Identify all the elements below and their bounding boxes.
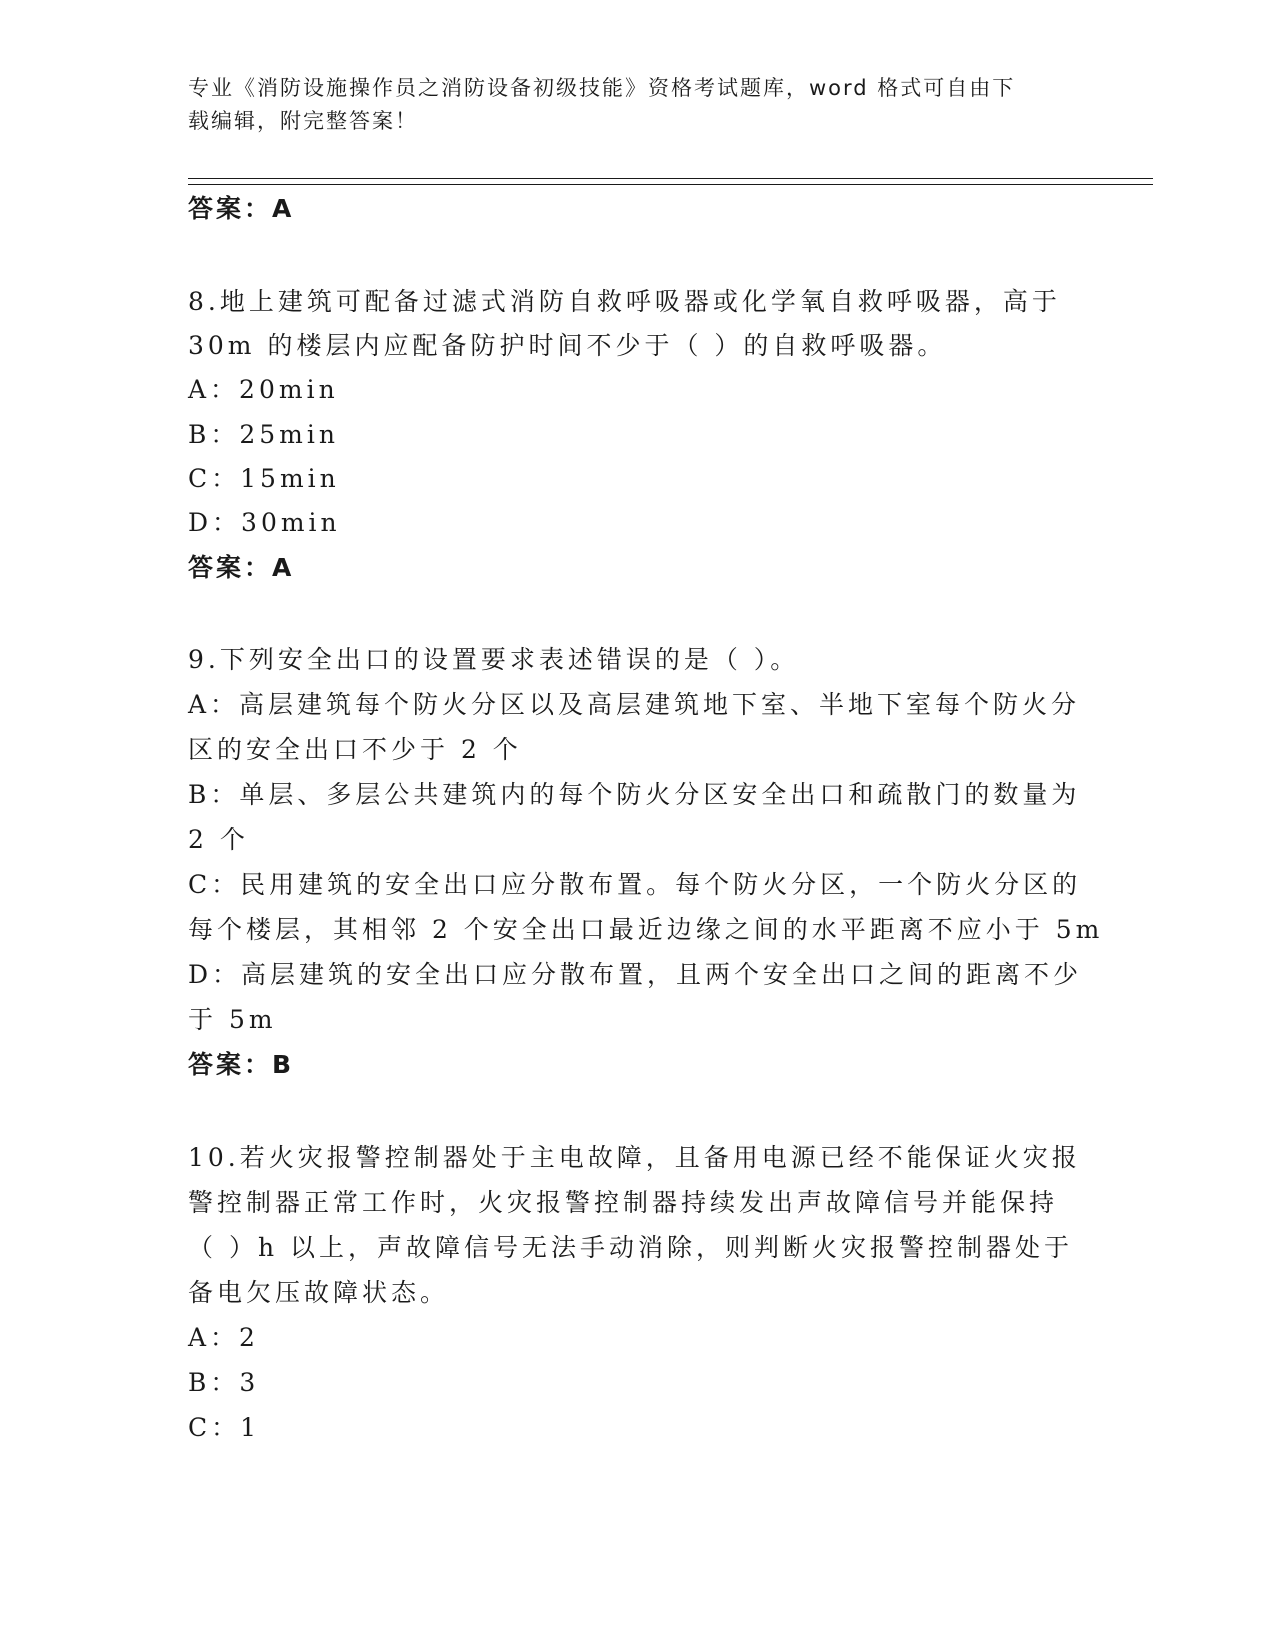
question-9-option-a-line-2: 区的安全出口不少于 2 个 <box>188 735 522 764</box>
question-9-answer: 答案：B <box>188 1050 295 1079</box>
question-9-option-b-line-1: B：单层、多层公共建筑内的每个防火分区安全出口和疏散门的数量为 <box>188 780 1081 809</box>
question-9-option-d-line-1: D：高层建筑的安全出口应分散布置，且两个安全出口之间的距离不少 <box>188 960 1083 989</box>
header-line-2: 载编辑，附完整答案！ <box>188 109 418 133</box>
question-9-option-b-line-2: 2 个 <box>188 825 249 854</box>
question-9-stem-line-1: 9.下列安全出口的设置要求表述错误的是（ ）。 <box>188 645 800 674</box>
question-9-option-c-line-2: 每个楼层，其相邻 2 个安全出口最近边缘之间的水平距离不应小于 5m <box>188 915 1104 944</box>
document-header <box>188 72 1068 138</box>
question-10-option-b: B：3 <box>188 1368 260 1397</box>
question-10-stem-line-4: 备电欠压故障状态。 <box>188 1278 450 1307</box>
question-9-option-c-line-1: C：民用建筑的安全出口应分散布置。每个防火分区，一个防火分区的 <box>188 870 1082 899</box>
header-line-1: 专业《消防设施操作员之消防设备初级技能》资格考试题库，word 格式可自由下 <box>188 76 1016 100</box>
question-8-stem-line-1: 8.地上建筑可配备过滤式消防自救呼吸器或化学氧自救呼吸器，高于 <box>188 287 1061 316</box>
header-divider-top <box>188 178 1153 179</box>
question-10-stem-line-3: （ ）h 以上，声故障信号无法手动消除，则判断火灾报警控制器处于 <box>188 1233 1073 1262</box>
question-8-option-d: D：30min <box>188 508 341 537</box>
question-10-option-c: C：1 <box>188 1413 261 1442</box>
question-9-option-a-line-1: A：高层建筑每个防火分区以及高层建筑地下室、半地下室每个防火分 <box>188 690 1081 719</box>
question-8-answer: 答案：A <box>188 553 295 582</box>
question-10-stem-line-1: 10.若火灾报警控制器处于主电故障，且备用电源已经不能保证火灾报 <box>188 1143 1081 1172</box>
question-8-option-a: A：20min <box>188 375 339 404</box>
question-10-option-a: A：2 <box>188 1323 259 1352</box>
question-8-option-b: B：25min <box>188 420 339 449</box>
question-10-stem-line-2: 警控制器正常工作时，火灾报警控制器持续发出声故障信号并能保持 <box>188 1188 1059 1217</box>
previous-answer: 答案：A <box>188 194 295 223</box>
question-9-option-d-line-2: 于 5m <box>188 1005 277 1034</box>
header-divider-bottom <box>188 184 1153 185</box>
question-8-option-c: C：15min <box>188 464 340 493</box>
question-8-stem-line-2: 30m 的楼层内应配备防护时间不少于（ ）的自救呼吸器。 <box>188 331 947 360</box>
